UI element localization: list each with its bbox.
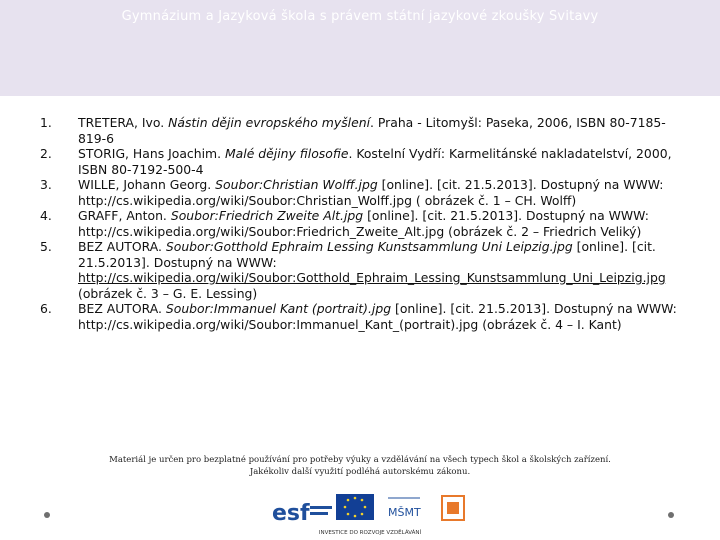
notice-line: Materiál je určen pro bezplatné používání pro potřeby výuky a vzdělávání na všech typech škol a školských zařízení. [109,455,611,465]
right-dot [668,512,674,518]
reference-title: Malé dějiny filosofie [224,146,349,161]
reference-title: Soubor:Gotthold Ephraim Lessing Kunstsammlung Uni Leipzig.jpg [165,239,573,254]
reference-text: [online]. [cit. 21.5.2013]. Dostupný na WWW: [78,239,656,270]
item-number: 5. [40,239,52,254]
copyright-notice [0,454,720,478]
svg-text:esf: esf [272,501,310,526]
item-number: 1. [40,115,52,130]
item-number: 4. [40,208,52,223]
reference-text: . Kostelní Vydří: Karmelitánské nakladatelství, 2000, ISBN 80-7192-500-4 [78,146,672,177]
reference-title: Nástin dějin evropského myšlení [168,115,371,130]
reference-list [38,115,678,332]
reference-text: GRAFF, Anton. [78,208,171,223]
reference-title: Soubor:Christian Wolff.jpg [215,177,378,192]
list-item [38,177,678,208]
list-item [38,115,678,146]
eu-flag-logo [336,494,374,520]
left-dot [44,512,50,518]
list-item [38,239,678,301]
reference-text: [online]. [cit. 21.5.2013]. Dostupný na WWW: http://cs.wikipedia.org/wiki/Soubor:Christian_Wolff.jpg ( obrázek č. 1 – CH. Wolff) [78,177,664,208]
reference-text: [online]. [cit. 21.5.2013]. Dostupný na WWW: http://cs.wikipedia.org/wiki/Soubor:Immanuel_Kant_(portrait).jpg (obrázek č. 4 – I. Kant) [78,301,677,332]
reference-text: [online]. [cit. 21.5.2013]. Dostupný na WWW: http://cs.wikipedia.org/wiki/Soubor:Friedrich_Zweite_Alt.jpg (obrázek č. 2 – Friedrich Veliký) [78,208,649,239]
reference-text: (obrázek č. 3 – G. E. Lessing) [78,285,258,301]
reference-text: TRETERA, Ivo. [78,115,169,130]
reference-text: BEZ AUTORA. [78,301,166,316]
item-number: 2. [40,146,52,161]
reference-text: STORIG, Hans Joachim. [78,146,225,161]
reference-text: WILLE, Johann Georg. [78,177,216,192]
reference-text: . Praha - Litomyšl: Paseka, 2006, ISBN 80-7185-819-6 [78,115,666,146]
logo-caption: INVESTICE DO ROZVOJE VZDĚLÁVÁNÍ [318,530,422,536]
reference-title: Soubor:Friedrich Zweite Alt.jpg [170,208,364,223]
msmt-logo [388,498,421,519]
reference-title: Soubor:Immanuel Kant (portrait).jpg [165,301,392,316]
item-number: 3. [40,177,52,192]
esf-logo [272,501,332,526]
opvk-logo [442,496,464,520]
list-item [38,208,678,239]
item-number: 6. [40,301,52,316]
funding-logos [270,490,470,538]
notice-line: Jakékoliv další využití podléhá autorskému zákonu. [249,467,471,477]
list-item [38,301,678,332]
svg-text:MŠMT: MŠMT [388,506,421,519]
reference-text: BEZ AUTORA. [78,239,166,254]
reference-link[interactable]: http://cs.wikipedia.org/wiki/Soubor:Gotthold_Ephraim_Lessing_Kunstsammlung_Uni_Leipzig.jpg [78,270,666,285]
page-header: Gymnázium a Jazyková škola s právem státní jazykové zkoušky Svitavy [121,9,599,24]
list-item [38,146,678,177]
